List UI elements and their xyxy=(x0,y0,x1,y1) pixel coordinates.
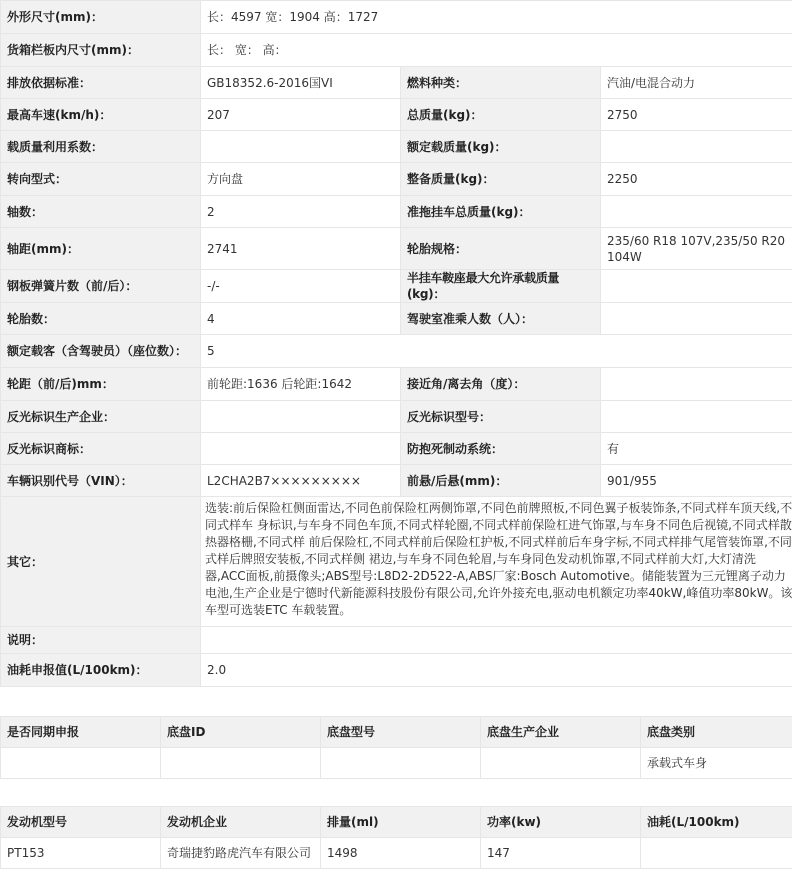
wheelbase-value: 2741 xyxy=(201,228,401,270)
fuel-consumption-value: 2.0 xyxy=(201,654,792,687)
track-label: 轮距（前/后)mm： xyxy=(1,368,201,401)
engine-table xyxy=(0,806,792,869)
chassis-category: 承载式车身 xyxy=(641,748,792,779)
fuel-type-label: 燃料种类： xyxy=(401,67,601,99)
abs-value: 有 xyxy=(601,433,792,465)
engine-header-row xyxy=(1,807,792,838)
spec-row-other xyxy=(1,497,792,627)
chassis-model xyxy=(321,748,481,779)
chassis-header-id: 底盘ID xyxy=(161,717,321,748)
overhang-label: 前悬/后悬(mm)： xyxy=(401,465,601,497)
approach-angle-label: 接近角/离去角（度）： xyxy=(401,368,601,401)
spec-row-note xyxy=(1,627,792,654)
chassis-header-model: 底盘型号 xyxy=(321,717,481,748)
steering-label: 转向型式： xyxy=(1,163,201,196)
reflector-brand-value xyxy=(201,433,401,465)
chassis-data-row xyxy=(1,748,792,779)
axle-count-value: 2 xyxy=(201,196,401,228)
leaf-springs-value: -/- xyxy=(201,270,401,303)
cargo-box-value: 长： 宽： 高： xyxy=(201,34,792,67)
other-value: 选装:前后保险杠侧面雷达,不同色前保险杠两侧饰罩,不同色前牌照板,不同色翼子板装饰条,不同式样车顶天线,不同式样车 身标识,与车身不同色车顶,不同式样轮圈,不同式样前保险杠进气饰罩,与车身不同色后视镜,不同式样散热器格栅,不同式样 前后保险杠,不同式样前后保险杠护板,不同式样前后车身字标,不同式样排气尾管装饰罩,不同式样后牌照安装板,不同式样侧 裙边,与车身不同色轮眉,与车身同色发动机饰罩,不同式样前大灯,大灯清洗器,ACC面板,前摄像头;ABS型号:L8D2-2D522-A,ABS厂家:Bosch Automotive。储能装置为三元锂离子动力电池,生产企业是宁德时代新能源科技股份有限公司,允许外接充电,驱动电机额定功率40kW,峰值功率80kW。该车型可选装ETC 车载装置。 xyxy=(201,497,792,627)
engine-data-row xyxy=(1,838,792,869)
note-value xyxy=(201,627,792,654)
vin-label: 车辆识别代号（VIN）： xyxy=(1,465,201,497)
trailer-mass-value xyxy=(601,196,792,228)
spec-row-track xyxy=(1,368,792,401)
reflector-model-value xyxy=(601,401,792,433)
engine-header-consumption: 油耗(L/100km) xyxy=(641,807,792,838)
spec-row-speed xyxy=(1,99,792,131)
spec-row-steering xyxy=(1,163,792,196)
seats-value: 5 xyxy=(201,335,792,368)
rated-load-label: 额定载质量(kg)： xyxy=(401,131,601,163)
engine-maker: 奇瑞捷豹路虎汽车有限公司 xyxy=(161,838,321,869)
other-label: 其它： xyxy=(1,497,201,627)
reflector-maker-value xyxy=(201,401,401,433)
rated-load-value xyxy=(601,131,792,163)
spec-row-emission xyxy=(1,67,792,99)
leaf-springs-label: 钢板弹簧片数（前/后）： xyxy=(1,270,201,303)
max-speed-label: 最高车速(km/h)： xyxy=(1,99,201,131)
reflector-brand-label: 反光标识商标： xyxy=(1,433,201,465)
chassis-table xyxy=(0,716,792,779)
vin-value: L2CHA2B7××××××××× xyxy=(201,465,401,497)
engine-model: PT153 xyxy=(1,838,161,869)
spec-row-fuel xyxy=(1,654,792,687)
saddle-load-label: 半挂车鞍座最大允许承载质量(kg)： xyxy=(401,270,601,303)
overhang-value: 901/955 xyxy=(601,465,792,497)
track-value: 前轮距:1636 后轮距:1642 xyxy=(201,368,401,401)
engine-header-displacement: 排量(ml) xyxy=(321,807,481,838)
chassis-header-category: 底盘类别 xyxy=(641,717,792,748)
spec-row-reflector xyxy=(1,401,792,433)
curb-mass-value: 2250 xyxy=(601,163,792,196)
chassis-header-same-period: 是否同期申报 xyxy=(1,717,161,748)
total-mass-value: 2750 xyxy=(601,99,792,131)
reflector-maker-label: 反光标识生产企业： xyxy=(1,401,201,433)
dimensions-value: 长：4597 宽：1904 高：1727 xyxy=(201,1,792,34)
tire-count-label: 轮胎数： xyxy=(1,303,201,335)
tire-spec-value: 235/60 R18 107V,235/50 R20 104W xyxy=(601,228,792,270)
spec-row-tires xyxy=(1,303,792,335)
trailer-mass-label: 准拖挂车总质量(kg)： xyxy=(401,196,601,228)
fuel-type-value: 汽油/电混合动力 xyxy=(601,67,792,99)
max-speed-value: 207 xyxy=(201,99,401,131)
steering-value: 方向盘 xyxy=(201,163,401,196)
spec-row-abs xyxy=(1,433,792,465)
emission-standard-label: 排放依据标准： xyxy=(1,67,201,99)
chassis-same-period xyxy=(1,748,161,779)
engine-displacement: 1498 xyxy=(321,838,481,869)
engine-header-model: 发动机型号 xyxy=(1,807,161,838)
spec-row-cargo-box xyxy=(1,34,792,67)
engine-header-maker: 发动机企业 xyxy=(161,807,321,838)
engine-power: 147 xyxy=(481,838,641,869)
emission-standard-value: GB18352.6-2016国VI xyxy=(201,67,401,99)
dimensions-label: 外形尺寸(mm)： xyxy=(1,1,201,34)
approach-angle-value xyxy=(601,368,792,401)
spec-row-load xyxy=(1,131,792,163)
load-coefficient-value xyxy=(201,131,401,163)
note-label: 说明： xyxy=(1,627,201,654)
axle-count-label: 轴数： xyxy=(1,196,201,228)
spec-row-springs xyxy=(1,270,792,303)
wheelbase-label: 轴距(mm)： xyxy=(1,228,201,270)
total-mass-label: 总质量(kg)： xyxy=(401,99,601,131)
spec-row-wheelbase xyxy=(1,228,792,270)
engine-consumption xyxy=(641,838,792,869)
cargo-box-label: 货箱栏板内尺寸(mm)： xyxy=(1,34,201,67)
cab-capacity-label: 驾驶室准乘人数（人）： xyxy=(401,303,601,335)
abs-label: 防抱死制动系统： xyxy=(401,433,601,465)
cab-capacity-value xyxy=(601,303,792,335)
fuel-consumption-label: 油耗申报值(L/100km)： xyxy=(1,654,201,687)
tire-count-value: 4 xyxy=(201,303,401,335)
engine-header-power: 功率(kw) xyxy=(481,807,641,838)
spec-row-vin xyxy=(1,465,792,497)
seats-label: 额定载客（含驾驶员）（座位数）： xyxy=(1,335,201,368)
reflector-model-label: 反光标识型号： xyxy=(401,401,601,433)
chassis-header-row xyxy=(1,717,792,748)
spec-row-dimensions xyxy=(1,1,792,34)
chassis-id xyxy=(161,748,321,779)
spec-row-seats xyxy=(1,335,792,368)
load-coefficient-label: 载质量利用系数： xyxy=(1,131,201,163)
tire-spec-label: 轮胎规格： xyxy=(401,228,601,270)
chassis-header-maker: 底盘生产企业 xyxy=(481,717,641,748)
saddle-load-value xyxy=(601,270,792,303)
curb-mass-label: 整备质量(kg)： xyxy=(401,163,601,196)
spec-row-axles xyxy=(1,196,792,228)
chassis-maker xyxy=(481,748,641,779)
